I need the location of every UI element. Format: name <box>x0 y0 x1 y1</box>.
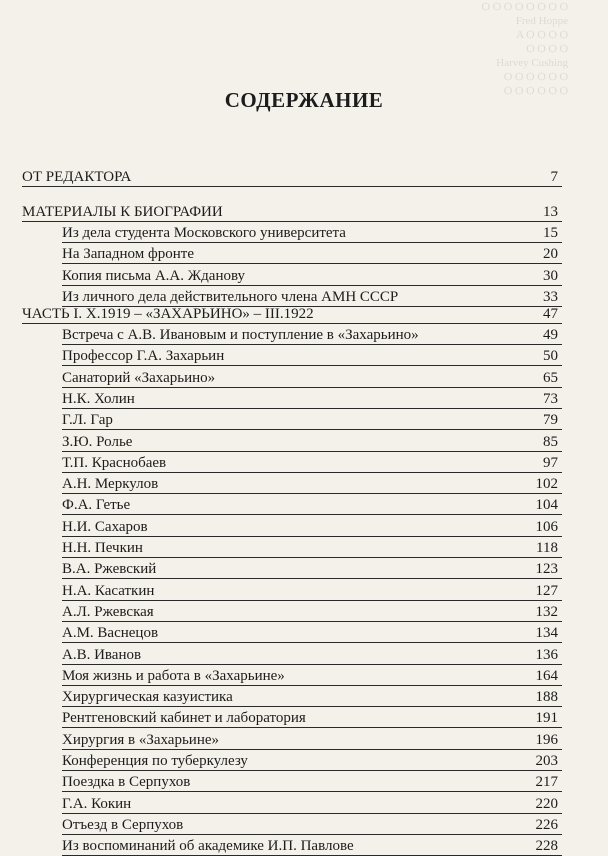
toc-entry <box>0 536 608 558</box>
toc-entry-title: Н.И. Сахаров <box>62 518 148 535</box>
toc-entry <box>0 728 608 750</box>
toc-entry <box>0 557 608 579</box>
toc-entry-title: А.М. Васнецов <box>62 625 159 642</box>
page-number: 104 <box>535 497 558 514</box>
toc-entry-title: Встреча с А.В. Ивановым и поступление в «Захарьино» <box>62 327 419 343</box>
toc-entry-title: Н.А. Касаткин <box>62 582 155 599</box>
underline-rule <box>22 186 562 187</box>
toc-entry-title: Т.П. Краснобаев <box>62 454 167 471</box>
toc-section-title: ОТ РЕДАКТОРА <box>22 169 132 185</box>
toc-entry-title: А.Н. Меркулов <box>62 476 159 493</box>
page-number: 118 <box>536 540 558 556</box>
toc-entry-title: Ф.А. Гетье <box>62 497 131 514</box>
toc-entry-title: Н.Н. Печкин <box>62 540 143 556</box>
toc-entry <box>0 472 608 494</box>
toc-entry-title: Из воспоминаний об академике И.П. Павлове <box>62 838 354 855</box>
toc-entry <box>0 643 608 665</box>
page-number: 228 <box>535 838 558 855</box>
page-number: 196 <box>535 731 558 748</box>
toc-entry <box>0 221 608 243</box>
toc-entry <box>0 834 608 856</box>
toc-entry <box>0 685 608 707</box>
toc-entry <box>0 600 608 622</box>
page-number: 65 <box>543 369 558 386</box>
page-number: 226 <box>535 816 558 833</box>
toc-entry-title: Из дела студента Московского университета <box>62 225 346 241</box>
page-number: 30 <box>543 267 558 284</box>
toc-entry-title: А.В. Иванов <box>62 646 142 663</box>
page-number: 15 <box>543 225 558 241</box>
toc-section-title: ЧАСТЬ I. Х.1919 – «ЗАХАРЬИНО» – III.1922 <box>22 306 314 322</box>
toc-entry <box>0 408 608 430</box>
page-number: 123 <box>535 561 558 578</box>
toc-section-title: МАТЕРИАЛЫ К БИОГРАФИИ <box>22 204 223 220</box>
page-title: СОДЕРЖАНИЕ <box>224 88 384 112</box>
page-number: 220 <box>535 795 558 812</box>
toc-entry <box>0 242 608 264</box>
toc-entry-title: З.Ю. Ролье <box>62 433 133 450</box>
page-number: 203 <box>535 753 558 769</box>
toc-entry-title: Поездка в Серпухов <box>62 774 191 791</box>
toc-entry <box>0 344 608 366</box>
toc-entry-title: Г.Л. Гар <box>62 412 113 429</box>
toc-section <box>0 165 608 187</box>
toc-entry <box>0 579 608 601</box>
page-number: 127 <box>535 582 558 599</box>
toc-entry-title: Конференция по туберкулезу <box>62 753 248 769</box>
toc-entry <box>0 366 608 388</box>
toc-entry-title: Профессор Г.А. Захарьин <box>62 348 225 365</box>
toc-entry <box>0 323 608 345</box>
page-number: 136 <box>535 646 558 663</box>
page-number: 33 <box>543 288 558 305</box>
page-number: 47 <box>543 306 558 322</box>
toc-entry-title: Н.К. Холин <box>62 390 135 407</box>
page-number: 191 <box>535 710 558 727</box>
toc-entry <box>0 749 608 771</box>
toc-section <box>0 302 608 324</box>
page-number: 134 <box>535 625 558 642</box>
page-number: 13 <box>543 204 558 220</box>
toc-entry-title: Моя жизнь и работа в «Захарьине» <box>62 667 285 684</box>
page-number: 106 <box>535 518 558 535</box>
page-number: 164 <box>535 667 558 684</box>
page-number: 50 <box>543 348 558 365</box>
toc-entry <box>0 706 608 728</box>
toc-entry <box>0 664 608 686</box>
toc-entry <box>0 493 608 515</box>
bleed-through-text: Ѻ Ѻ Ѻ Ѻ Ѻ Ѻ Ѻ Ѻ Fred Hoppe A Ѻ Ѻ Ѻ Ѻ Ѻ Ѻ Ѻ Ѻ Harvey Cushing Ѻ Ѻ Ѻ Ѻ Ѻ Ѻ Ѻ Ѻ Ѻ Ѻ Ѻ Ѻ <box>481 1 568 97</box>
page-number: 217 <box>535 774 558 791</box>
page-number: 188 <box>535 689 558 706</box>
toc-entry <box>0 792 608 814</box>
toc-entry-title: Из личного дела действительного члена АМН СССР <box>62 288 399 305</box>
toc-entry <box>0 387 608 409</box>
page-number: 85 <box>543 433 558 450</box>
toc-entry <box>0 430 608 452</box>
page-number: 7 <box>550 169 558 185</box>
toc-entry-title: Копия письма А.А. Жданову <box>62 267 246 284</box>
toc-entry-title: На Западном фронте <box>62 246 194 263</box>
toc-entry-title: Рентгеновский кабинет и лаборатория <box>62 710 306 727</box>
toc-entry <box>0 264 608 286</box>
toc-section <box>0 200 608 222</box>
toc-entry-title: Хирургическая казуистика <box>62 689 233 706</box>
toc-entry-title: Хирургия в «Захарьине» <box>62 731 220 748</box>
toc-entry-title: Г.А. Кокин <box>62 795 132 812</box>
page-number: 79 <box>543 412 558 429</box>
toc-entry <box>0 621 608 643</box>
page-number: 73 <box>543 390 558 407</box>
page-number: 97 <box>543 454 558 471</box>
page-number: 102 <box>535 476 558 493</box>
toc-entry-title: Отъезд в Серпухов <box>62 816 184 833</box>
toc-entry <box>0 515 608 537</box>
toc-entry-title: В.А. Ржевский <box>62 561 157 578</box>
page-number: 20 <box>543 246 558 263</box>
toc-entry <box>0 813 608 835</box>
toc-entry-title: А.Л. Ржевская <box>62 603 154 620</box>
toc-entry <box>0 770 608 792</box>
page-number: 132 <box>535 603 558 620</box>
toc-entry <box>0 451 608 473</box>
toc-entry-title: Санаторий «Захарьино» <box>62 369 216 386</box>
page-number: 49 <box>543 327 558 343</box>
